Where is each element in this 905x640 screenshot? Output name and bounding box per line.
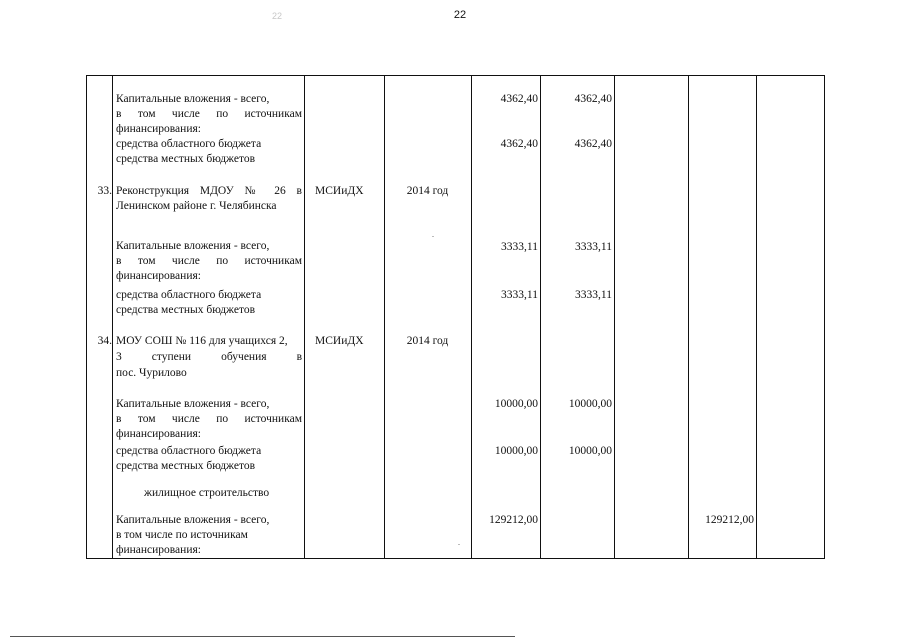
scan-speck bbox=[458, 544, 460, 545]
row-name-line: средства местных бюджетов bbox=[116, 304, 256, 316]
row-name-line: средства областного бюджета bbox=[116, 289, 262, 301]
year: 2014 год bbox=[406, 185, 449, 197]
row-name-line: в том числе по источникам bbox=[116, 529, 248, 541]
row-number: 34. bbox=[97, 335, 112, 347]
row-name-line: пос. Чурилово bbox=[116, 367, 187, 379]
section-title: жилищное строительство bbox=[144, 487, 270, 499]
row-name-line: Капитальные вложения - всего, bbox=[116, 93, 270, 105]
col-line bbox=[614, 76, 615, 558]
row-name-line: Капитальные вложения - всего, bbox=[116, 398, 270, 410]
col-line bbox=[112, 76, 113, 558]
row-name-line: Ленинском районе г. Челябинска bbox=[116, 200, 277, 212]
row-name-line: 3 ступени обучения в bbox=[116, 351, 302, 363]
row-name-line: МОУ СОШ № 116 для учащихся 2, bbox=[116, 335, 288, 347]
regional-value: 10000,00 bbox=[494, 445, 538, 457]
row-name-line: средства местных бюджетов bbox=[116, 460, 256, 472]
row-name-line: средства областного бюджета bbox=[116, 138, 262, 150]
col-line bbox=[86, 76, 87, 558]
row-name-line: в том числе по источникам bbox=[116, 108, 302, 120]
row-number: 33. bbox=[97, 185, 112, 197]
executor: МСИиДХ bbox=[315, 335, 364, 347]
year-value: 3333,11 bbox=[575, 241, 612, 253]
row-name-line: финансирования: bbox=[116, 270, 201, 282]
row-name-line: Капитальные вложения - всего, bbox=[116, 514, 270, 526]
regional-value: 4362,40 bbox=[500, 138, 538, 150]
total-value: 129212,00 bbox=[489, 514, 538, 526]
executor: МСИиДХ bbox=[315, 185, 364, 197]
row-name-line: в том числе по источникам bbox=[116, 413, 302, 425]
regional-year-value: 4362,40 bbox=[574, 138, 612, 150]
budget-table bbox=[86, 75, 825, 559]
row-name-line: финансирования: bbox=[116, 428, 201, 440]
page-number: 22 bbox=[453, 9, 467, 21]
faint-page-number: 22 bbox=[272, 11, 283, 21]
later-year-value: 129212,00 bbox=[705, 514, 754, 526]
row-name-line: средства местных бюджетов bbox=[116, 153, 256, 165]
row-name-line: в том числе по источникам bbox=[116, 255, 302, 267]
row-name-line: Реконструкция МДОУ № 26 в bbox=[116, 185, 302, 197]
col-line bbox=[304, 76, 305, 558]
col-line bbox=[824, 76, 825, 558]
row-name-line: финансирования: bbox=[116, 544, 201, 556]
scan-speck bbox=[432, 236, 434, 237]
total-value: 10000,00 bbox=[494, 398, 538, 410]
regional-value: 3333,11 bbox=[501, 289, 538, 301]
col-line bbox=[756, 76, 757, 558]
regional-year-value: 3333,11 bbox=[575, 289, 612, 301]
footnote-rule bbox=[10, 636, 515, 637]
regional-year-value: 10000,00 bbox=[568, 445, 612, 457]
col-line bbox=[384, 76, 385, 558]
row-name-line: финансирования: bbox=[116, 123, 201, 135]
year-value: 10000,00 bbox=[568, 398, 612, 410]
year: 2014 год bbox=[406, 335, 449, 347]
total-value: 3333,11 bbox=[501, 241, 538, 253]
row-name-line: Капитальные вложения - всего, bbox=[116, 240, 270, 252]
total-value: 4362,40 bbox=[500, 93, 538, 105]
col-line bbox=[688, 76, 689, 558]
year-value: 4362,40 bbox=[574, 93, 612, 105]
row-name-line: средства областного бюджета bbox=[116, 445, 262, 457]
